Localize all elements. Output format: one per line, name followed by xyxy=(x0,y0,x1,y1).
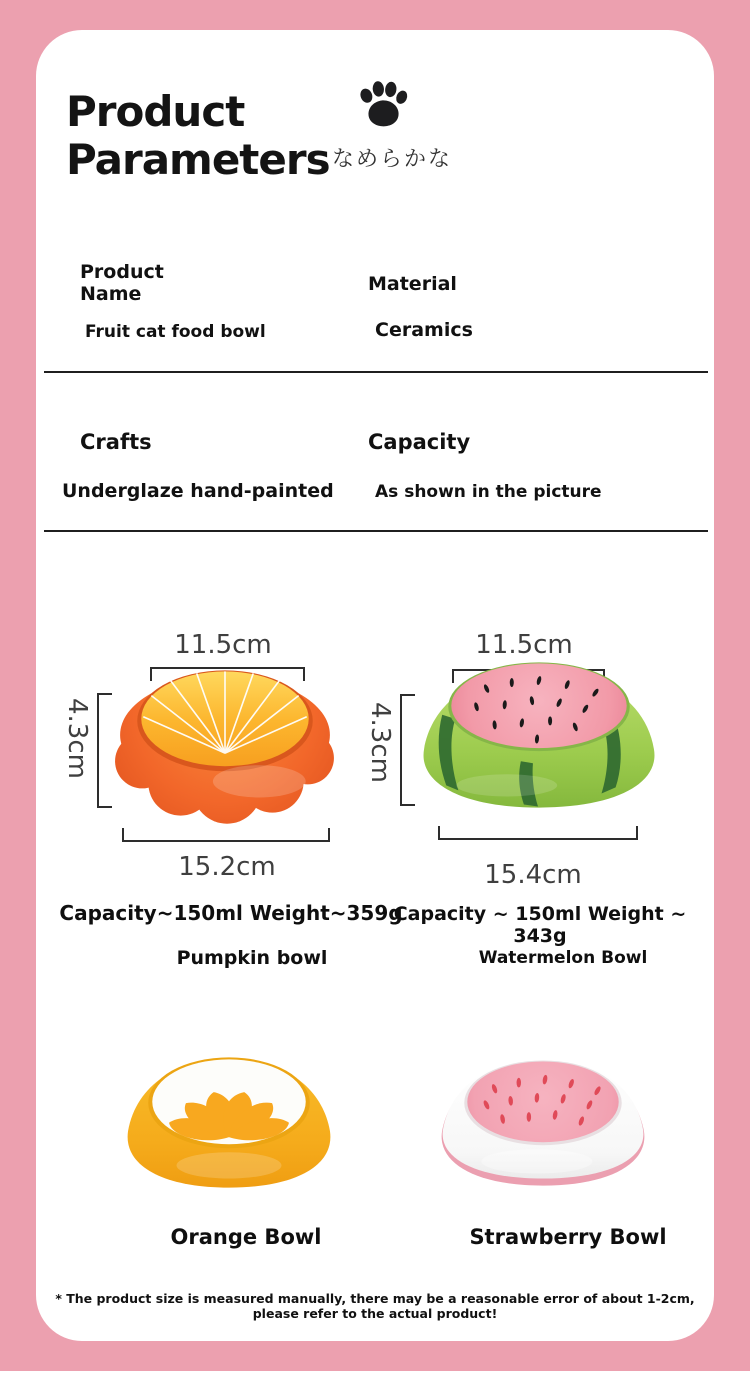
page-title xyxy=(66,88,330,184)
page-title-line2: Parameters xyxy=(66,135,330,184)
crafts-label: Crafts xyxy=(80,430,152,454)
material-value: Ceramics xyxy=(375,319,473,341)
pumpkin-height-label: 4.3cm xyxy=(62,698,92,779)
divider xyxy=(44,530,708,532)
product-name-value: Fruit cat food bowl xyxy=(85,322,266,342)
paw-icon xyxy=(356,80,410,128)
watermelon-bottom-width-label: 15.4cm xyxy=(484,860,582,890)
watermelon-height-bracket xyxy=(400,694,415,806)
capacity-label: Capacity xyxy=(368,430,471,454)
pumpkin-bottom-width-label: 15.2cm xyxy=(178,852,276,882)
product-name-label: Product Name xyxy=(80,261,164,305)
watermelon-height-label: 4.3cm xyxy=(365,702,395,783)
pumpkin-top-width-label: 11.5cm xyxy=(174,630,272,660)
crafts-value: Underglaze hand-painted xyxy=(62,480,334,502)
strawberry-name-caption: Strawberry Bowl xyxy=(469,1225,667,1249)
watermelon-spec-caption: Capacity ~ 150ml Weight ~ 343g xyxy=(393,903,687,947)
divider xyxy=(44,371,708,373)
japanese-subtitle: なめらかな xyxy=(332,147,453,172)
disclaimer-text: * The product size is measured manually, there may be a reasonable error of about 1-2cm, please refer to the actual product! xyxy=(55,1291,695,1321)
orange-name-caption: Orange Bowl xyxy=(170,1225,322,1249)
orange-bowl-image xyxy=(124,1038,334,1207)
pumpkin-bowl-image xyxy=(108,650,342,832)
pumpkin-spec-caption: Capacity~150ml Weight~359g xyxy=(59,901,403,925)
capacity-value: As shown in the picture xyxy=(375,482,602,502)
page-title-line1: Product xyxy=(66,87,245,136)
watermelon-bowl-image xyxy=(416,642,662,834)
pumpkin-name-caption: Pumpkin bowl xyxy=(176,947,328,969)
material-label: Material xyxy=(368,273,457,295)
watermelon-name-caption: Watermelon Bowl xyxy=(478,948,648,968)
next-section-strip xyxy=(0,1371,750,1391)
content-card xyxy=(36,30,714,1341)
strawberry-bowl-image xyxy=(436,1042,650,1199)
watermelon-top-width-label: 11.5cm xyxy=(475,630,573,660)
